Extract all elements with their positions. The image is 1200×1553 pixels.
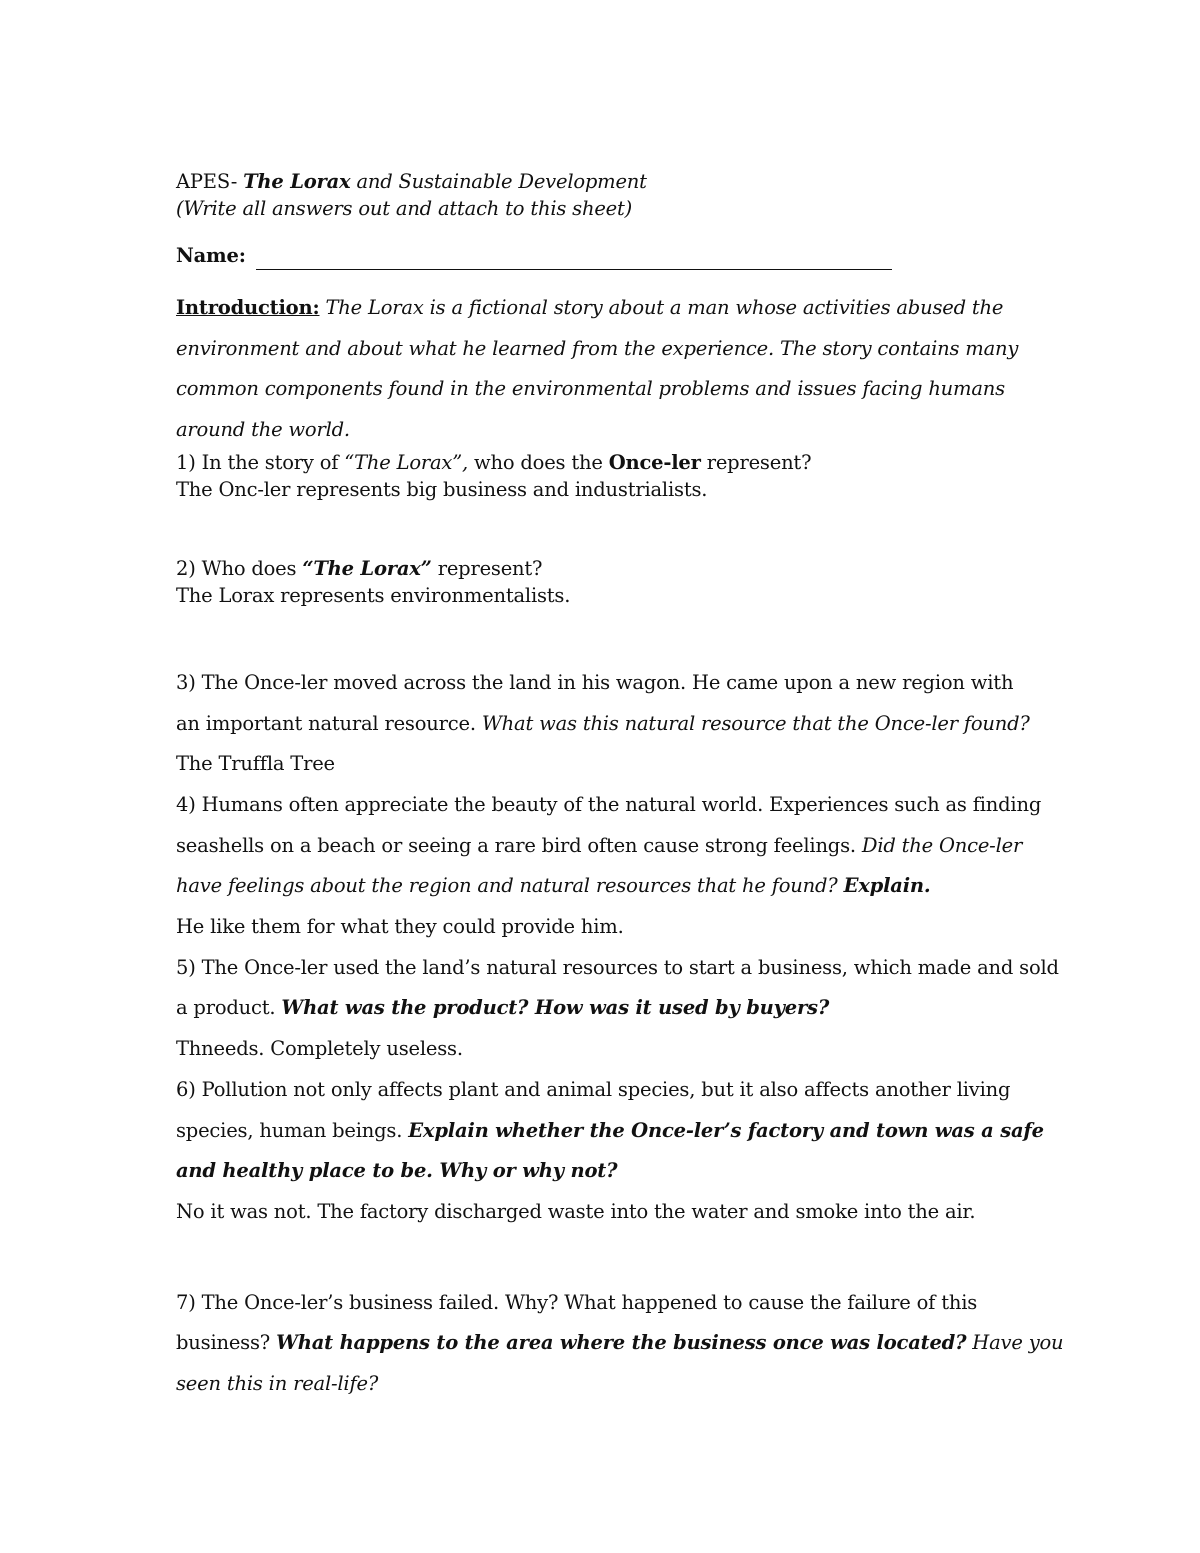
- answer-text: The Onc-ler represents big business and industrialists.: [176, 477, 708, 501]
- answer-text: No it was not. The factory discharged waste into the water and smoke into the air.: [176, 1199, 976, 1223]
- introduction-section: [176, 288, 1056, 451]
- introduction-label: Introduction:: [176, 296, 320, 319]
- answer-text: He like them for what they could provide him.: [176, 915, 624, 939]
- question-text: seashells on a beach or seeing a rare bird often cause strong feelings. Did the Once-ler: [176, 833, 1023, 857]
- question-text: 6) Pollution not only affects plant and animal species, but it also affects another living: [176, 1077, 1011, 1101]
- name-field-label: Name:: [176, 244, 246, 267]
- question-text: seen this in real-life?: [176, 1372, 379, 1396]
- introduction-text-line: environment and about what he learned from the experience. The story contains many: [176, 336, 1019, 360]
- question-6: [176, 1070, 1056, 1233]
- question-3: [176, 663, 1056, 785]
- answer-text: Thneeds. Completely useless.: [176, 1037, 463, 1061]
- name-field-blank[interactable]: [256, 249, 892, 270]
- worksheet-page: [176, 168, 1064, 1405]
- question-text: species, human beings. Explain whether the Once-ler’s factory and town was a safe: [176, 1118, 1044, 1142]
- question-text: business? What happens to the area where the business once was located? Have you: [176, 1331, 1064, 1355]
- answer-text: The Lorax represents environmentalists.: [176, 583, 571, 607]
- question-text: 2) Who does “The Lorax” represent?: [176, 556, 543, 580]
- worksheet-title: [176, 168, 1056, 195]
- question-text: 5) The Once-ler used the land’s natural resources to start a business, which made and sold: [176, 955, 1059, 979]
- question-1: [176, 449, 1056, 503]
- question-4: [176, 785, 1056, 948]
- question-text: 4) Humans often appreciate the beauty of the natural world. Experiences such as finding: [176, 792, 1042, 816]
- question-text: an important natural resource. What was this natural resource that the Once-ler found?: [176, 711, 1030, 735]
- title-suffix: and Sustainable Development: [350, 170, 647, 193]
- question-text: have feelings about the region and natural resources that he found? Explain.: [176, 874, 931, 898]
- question-5: [176, 948, 1059, 1070]
- worksheet-instruction: (Write all answers out and attach to this sheet): [176, 197, 633, 220]
- introduction-text-line: common components found in the environmental problems and issues facing humans: [176, 377, 1005, 401]
- question-text: and healthy place to be. Why or why not?: [176, 1159, 618, 1183]
- question-text: a product. What was the product? How was it used by buyers?: [176, 996, 830, 1020]
- question-text: 1) In the story of “The Lorax”, who does the Once-ler represent?: [176, 450, 812, 474]
- introduction-text-line: The Lorax is a fictional story about a man whose activities abused the: [319, 296, 1004, 319]
- question-2: [176, 555, 1056, 609]
- name-field-row: [176, 242, 1056, 270]
- worksheet-header: [176, 168, 1056, 222]
- question-text: 3) The Once-ler moved across the land in his wagon. He came upon a new region with: [176, 670, 1014, 694]
- question-text: 7) The Once-ler’s business failed. Why? What happened to cause the failure of this: [176, 1290, 978, 1314]
- title-book-name: The Lorax: [243, 170, 351, 193]
- introduction-text-line: around the world.: [176, 418, 350, 442]
- question-7: [176, 1283, 1064, 1405]
- title-prefix: APES-: [176, 170, 244, 193]
- answer-text: The Truffla Tree: [176, 752, 335, 776]
